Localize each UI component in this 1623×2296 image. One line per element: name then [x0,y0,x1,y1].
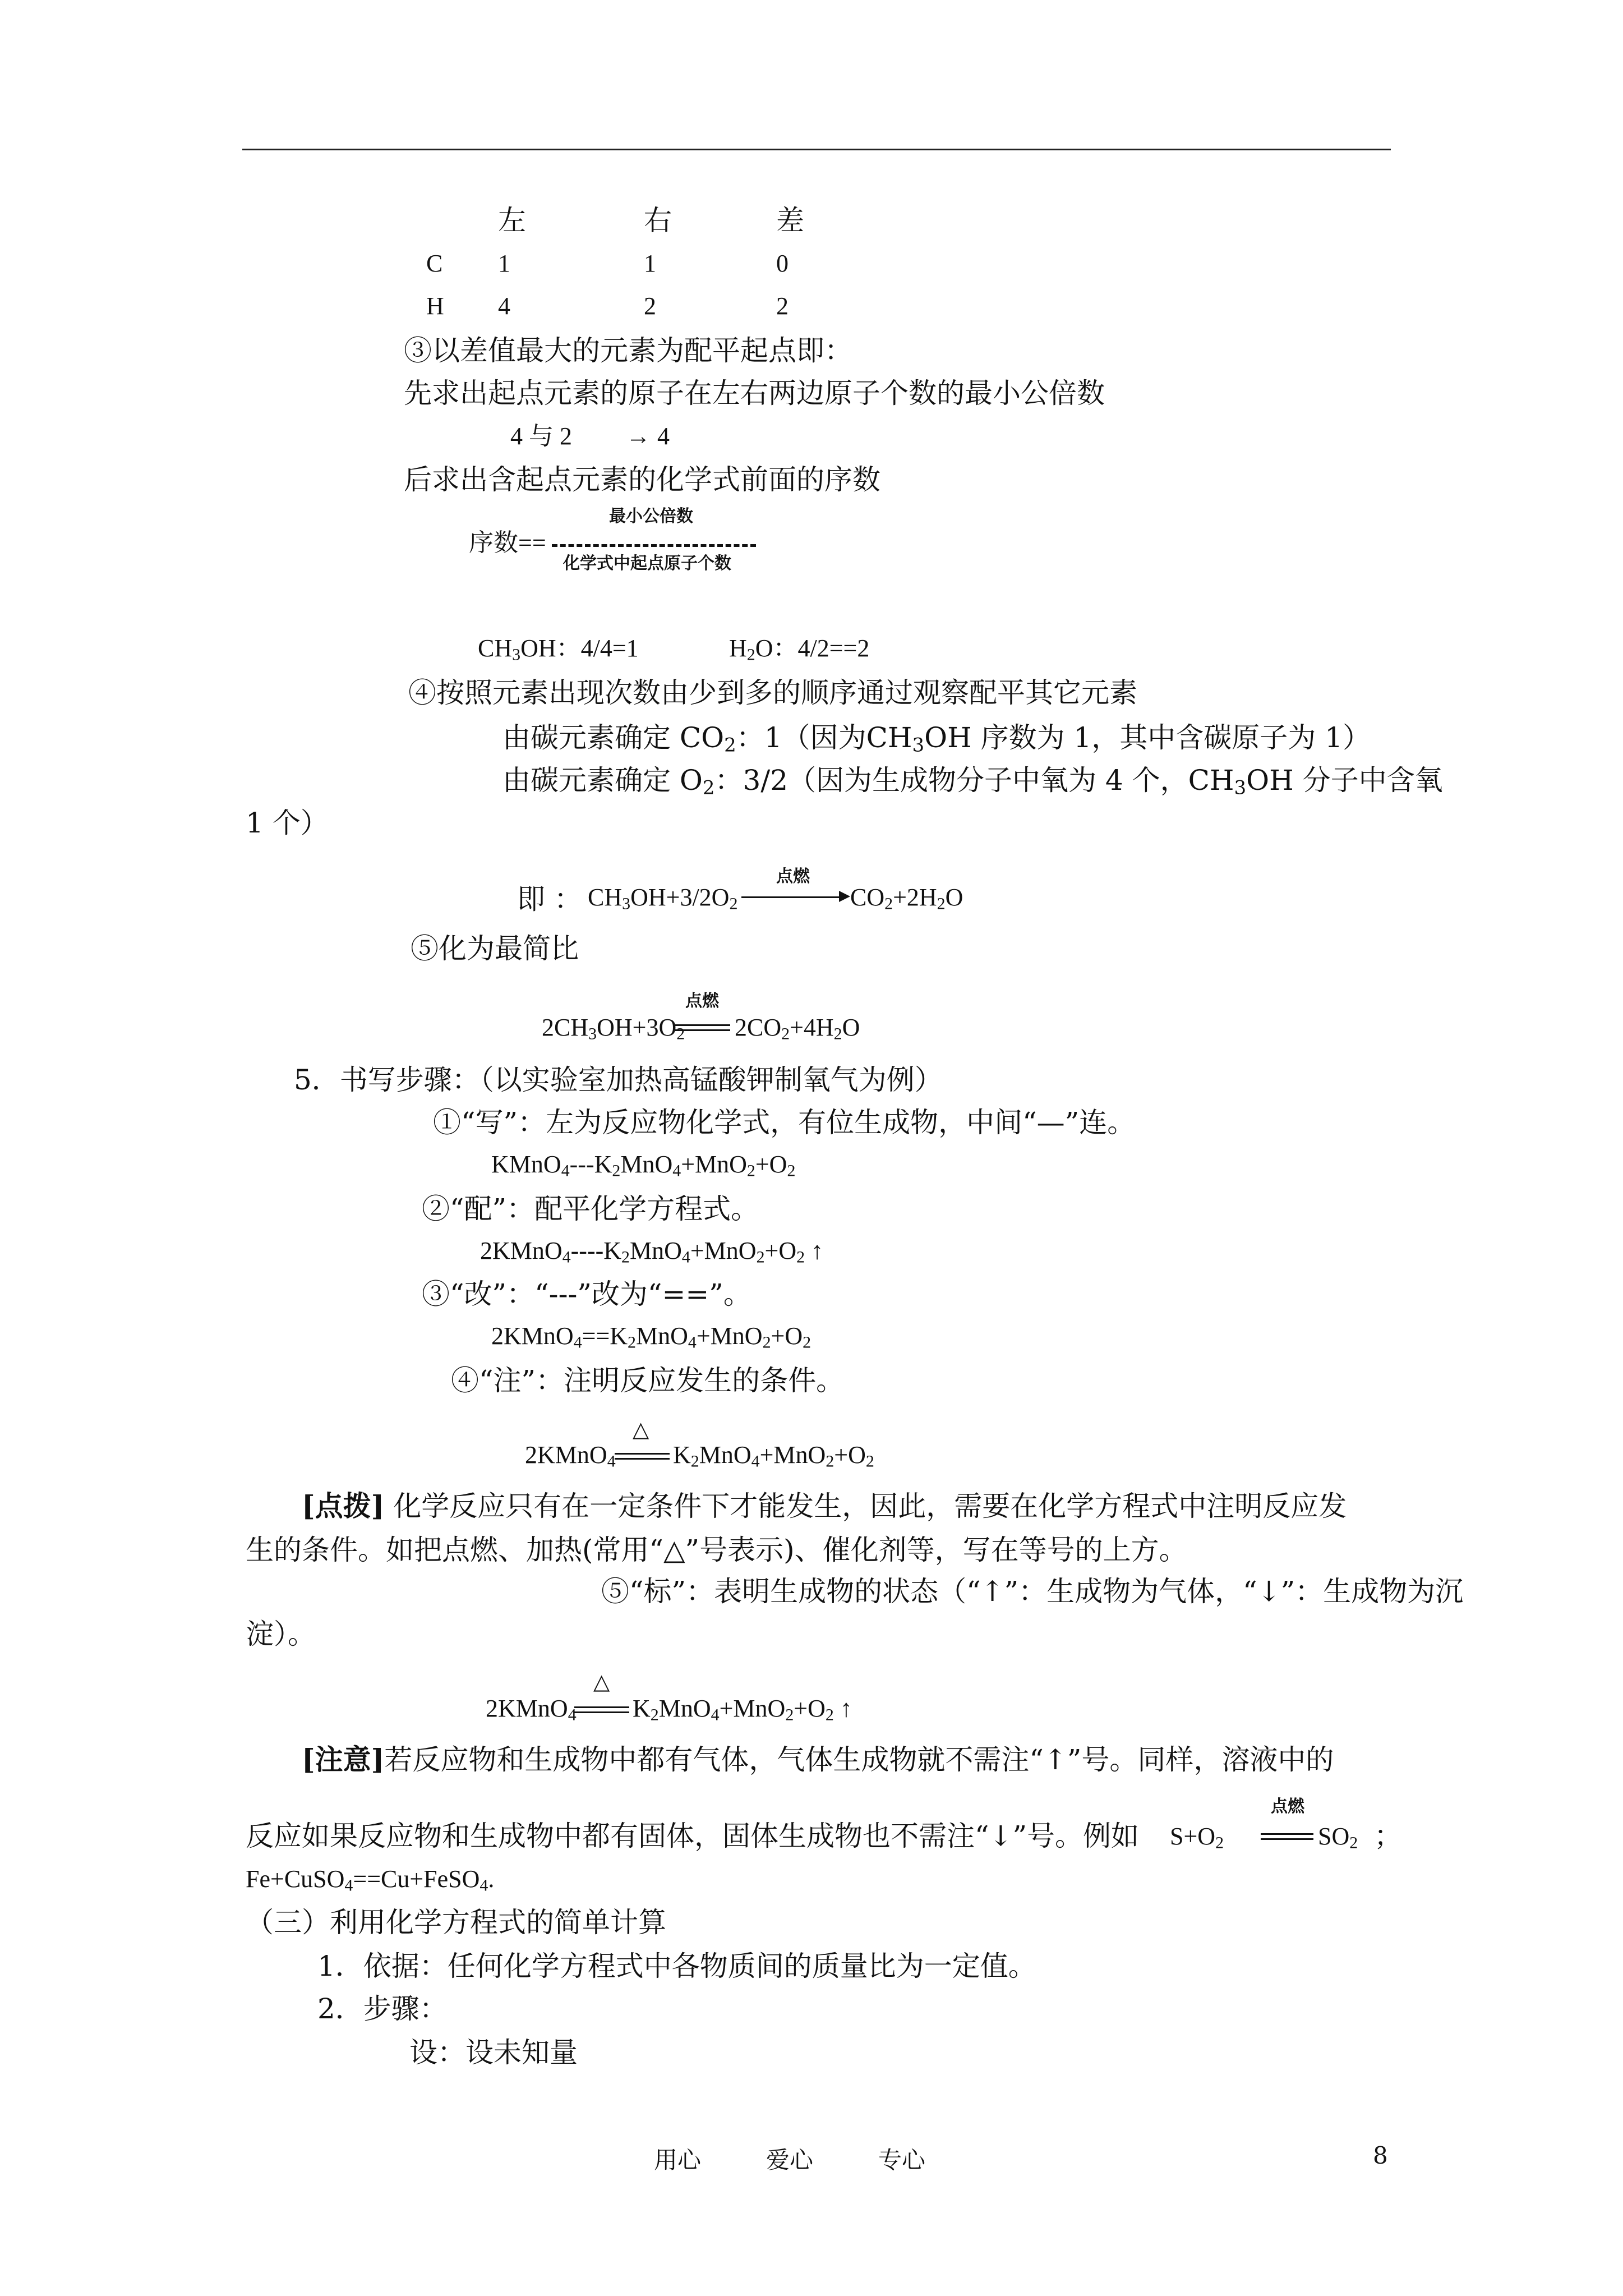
tip-line1 [302,1489,1347,1522]
calc-ch3oh-text: OH：4/4=1 [520,634,639,662]
equation-step4-right: $K_2MnO_4+MnO_2+O_2$ [673,1441,874,1471]
note-text1: 若反应物和生成物中都有气体，气体生成物就不需注“↑”号。同样，溶液中的 [384,1743,1334,1776]
section5-step3: ③“改”：“---”改为“==”。 [422,1278,751,1310]
section3-p3: 设：设未知量 [409,2036,578,2069]
note-line2: 反应如果反应物和生成物中都有固体，固体生成物也不需注“↓”号。例如 [246,1820,1140,1852]
step4-co2-c: OH 序数为 1，其中含碳原子为 1） [924,721,1371,754]
equation-condition: 点燃 [776,867,810,886]
equation-step1: $KMnO_4---K_2MnO_4+MnO_2+O_2$ [491,1151,796,1180]
equals-sign [574,1706,629,1713]
step5-mark-line1: ⑤“标”：表明生成物的状态（“↑”：生成物为气体，“↓”：生成物为沉 [601,1575,1464,1608]
table-row-c-diff: 0 [776,250,789,277]
lcm-arrow-icon: → [626,422,651,450]
balanced-condition: 点燃 [685,991,719,1011]
tip-line2: 生的条件。如把点燃、加热(常用“△”号表示)、催化剂等，写在等号的上方。 [246,1534,1187,1566]
equals-sign [1261,1833,1313,1840]
delta-icon: △ [633,1418,649,1442]
step4-co2-line: 由碳元素确定 $CO_2$：1（因为$CH_3OH$ 序数为 1，其中含碳原子为 1） [502,721,1371,757]
footer-text-b: 爱心 [766,2146,814,2174]
equals-sign [615,1453,670,1460]
equation-step4-left: 2KMnO$_4$ [525,1441,616,1471]
step4-co2-b: ：1（因为CH [736,721,912,754]
note-condition: 点燃 [1271,1797,1304,1816]
balanced-products: $2CO_2+4H_2O$ [735,1014,860,1043]
reaction-arrow-line [741,896,841,898]
table-row-c-right: 1 [644,250,656,277]
calc-h2o-text: O：4/2==2 [755,634,870,662]
equation-step2: $2KMnO_4----K_2MnO_4+MnO_2+O_2$ ↑ [480,1237,824,1267]
note-tag: [注意] [302,1743,385,1776]
step3-title: ③以差值最大的元素为配平起点即： [404,334,852,367]
table-row-c-left: 1 [498,250,510,277]
table-row-c-element: C [426,250,443,277]
reaction-arrow-icon [839,891,850,902]
equation-products: $CO_2+2H_2O$ [850,884,963,913]
section5-step1: ①“写”：左为反应物化学式，有位生成物，中间“—”连。 [433,1106,1136,1139]
equation-ji-label: 即 ： [517,883,582,915]
section5-step4: ④“注”：注明反应发生的条件。 [451,1364,845,1397]
calc-h2o: $H_2O$：4/2==2 [729,634,870,664]
section3-title: （三）利用化学方程式的简单计算 [246,1906,666,1939]
footer-text-a: 用心 [654,2146,702,2174]
section3-p1: 1．依据：任何化学方程式中各物质间的质量比为一定值。 [317,1950,1036,1982]
step5-mark-line2: 淀）。 [246,1618,316,1650]
step4-title: ④按照元素出现次数由少到多的顺序通过观察配平其它元素 [408,677,1137,709]
delta-icon: △ [593,1671,610,1694]
table-row-h-right: 2 [644,292,656,320]
step4-o2-wrap: 1 个） [246,807,329,839]
table-header-left: 左 [498,204,526,237]
table-header-right: 右 [644,204,672,237]
fraction-numerator: 最小公倍数 [609,507,693,526]
equals-sign [675,1024,730,1031]
step3-line1: 先求出起点元素的原子在左右两边原子个数的最小公倍数 [404,377,1105,409]
step5-title: ⑤化为最简比 [411,932,579,965]
equation-step3: $2KMnO_4==K_2MnO_4+MnO_2+O_2$ [491,1322,811,1352]
header-rule [242,149,1391,150]
table-row-h-diff: 2 [776,292,789,320]
table-header-diff: 差 [776,204,804,237]
fraction-label: 序数== [469,529,546,556]
note-line1 [302,1743,1334,1776]
table-row-h-left: 4 [498,292,510,320]
table-row-h-element: H [426,292,444,320]
note-semicolon: ； [1374,1820,1402,1852]
equation-reactants: $CH_3OH+3/2O_2$ [588,884,738,913]
step4-o2-a: 由碳元素确定 O [502,764,703,797]
balanced-reactants: $2CH_3OH+3O_2$ [542,1014,685,1043]
note-eq-left: $S+O_2$ [1170,1823,1224,1852]
footer-text-c: 专心 [878,2146,926,2174]
equation-step5-right: $K_2MnO_4+MnO_2+O_2$ ↑ [633,1695,852,1724]
section3-p2: 2．步骤： [317,1993,448,2025]
note-eq2: Fe+CuSO$_4$==Cu+FeSO$_4$. [246,1865,495,1895]
fraction-denominator: 化学式中起点原子个数 [563,554,731,573]
step3-line2: 后求出含起点元素的化学式前面的序数 [404,463,880,496]
step4-o2-c: OH 分子中含氧 [1246,764,1443,797]
section5-step2: ②“配”：配平化学方程式。 [422,1193,759,1225]
tip-tag: [点拨] [302,1489,385,1522]
fraction-dashed-bar [552,544,756,547]
calc-ch3oh: $CH_3OH$：4/4=1 [478,634,639,664]
equation-step5-left: 2KMnO$_4$ [486,1695,577,1724]
step4-o2-line: 由碳元素确定 $O_2$：3/2（因为生成物分子中氧为 4 个，$CH_3OH$ 分子中含氧 [502,764,1443,799]
step4-co2-a: 由碳元素确定 CO [502,721,725,754]
page-number: 8 [1373,2142,1388,2169]
tip-text1: 化学反应只有在一定条件下才能发生，因此，需要在化学方程式中注明反应发 [384,1490,1347,1522]
lcm-text-a: 4 与 2 [510,422,572,450]
section5-title: 5．书写步骤：（以实验室加热高锰酸钾制氧气为例） [294,1064,943,1096]
lcm-text-b: 4 [657,422,670,450]
step4-o2-b: ：3/2（因为生成物分子中氧为 4 个，CH [714,764,1234,797]
note-eq-right: $SO_2$ [1318,1823,1358,1852]
